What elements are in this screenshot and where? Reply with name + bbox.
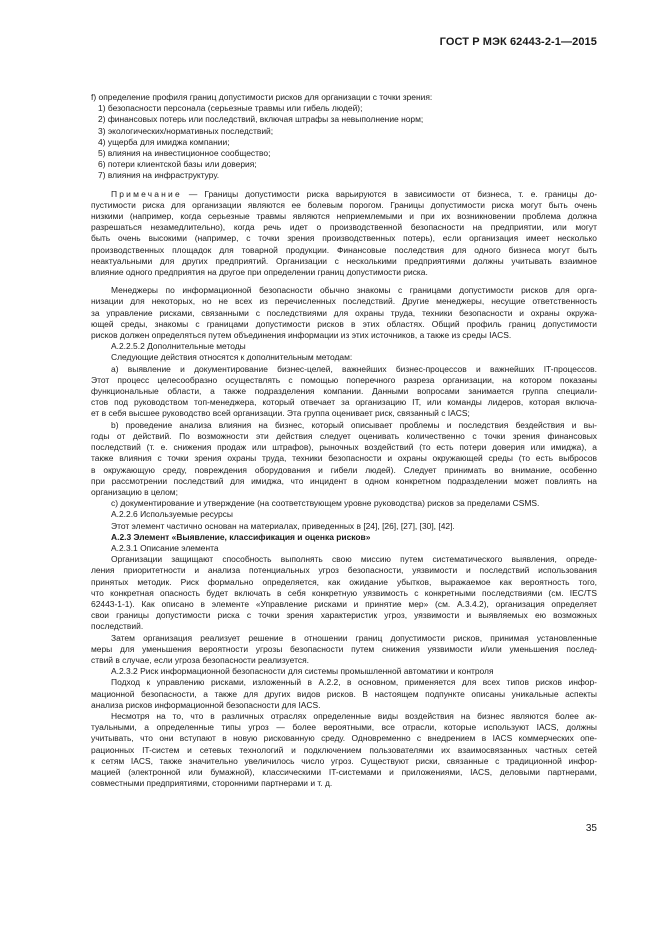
text-line: мационной безопасности, а также для других видов рисков. В настоящем подпункте описаны уникальные аспекты xyxy=(91,688,597,699)
text-line: ления приоритетности и анализа потенциальных угроз безопасности, уязвимости и последствий использования xyxy=(91,565,597,576)
list-item: 7) влияния на инфраструктуру. xyxy=(98,170,220,181)
page-header: ГОСТ Р МЭК 62443-2-1—2015 xyxy=(439,36,597,48)
list-item: 2) финансовых потерь или последствий, включая штрафы за невыполнение норм; xyxy=(98,114,424,125)
text-line: в окружающую среду, повреждения оборудования и гибели людей). Следует принимать во внимание, особенно xyxy=(91,464,597,475)
note-line: пустимости риска для организации являются ее болевым порогом. Границы допустимости риска могут быть очень xyxy=(91,199,597,210)
note-block xyxy=(91,189,597,279)
subsection-heading: A.2.3.1 Описание элемента xyxy=(111,542,219,553)
item-b xyxy=(91,420,597,498)
text-line: меры для уменьшения вероятности угрозы безопасности путем снижения уязвимости и/или уменьшения послед- xyxy=(91,643,597,654)
text-line: мацией (электронной или бумажной), классическими IT-системами и приложениями, IACS, деловыми партнерами, xyxy=(91,766,597,777)
text-line: принятых методик. Риск формально определяется, как ожидание убытков, выражаемое как вероятность того, xyxy=(91,576,597,587)
text-line: к сетям IACS, также значительно увеличилось число угроз. Существуют риски, связанные с традиционной инфор- xyxy=(91,755,597,766)
text-line: годы от действий. По возможности эти действия следует оценивать количественно с точки зрения финансовых xyxy=(91,430,597,441)
text-line: совместными предприятиями, сторонними партнерами и т. д. xyxy=(91,778,333,789)
list-item: 6) потери клиентской базы или доверия; xyxy=(98,159,257,170)
text-line: также влияния с точки зрения охраны труда, техники безопасности и охраны окружающей среды (то есть выбросов xyxy=(91,453,597,464)
text-line: последствий. xyxy=(91,621,144,632)
item-a xyxy=(91,364,597,420)
text-line: туальными, а определенные типы угроз — более вероятными, все отрасли, которые используют IACS, должны xyxy=(91,722,597,733)
page-content xyxy=(91,92,597,789)
text-line: a) выявление и документирование бизнес-целей, важнейших бизнес-процессов и важнейших IT-процессов. xyxy=(111,363,597,374)
text-line: стов под руководством топ-менеджера, который отвечает за организацию IT, или команды лидеров, которая включа- xyxy=(91,397,597,408)
section-heading: A.2.2.5.2 Дополнительные методы xyxy=(111,341,246,352)
note-line: влияние одного предприятия на другое при определении границ допустимости риска. xyxy=(91,267,428,278)
list-intro: f) определение профиля границ допустимости рисков для организации с точки зрения: xyxy=(91,92,433,102)
text-line: 62443-1-1). Как описано в элементе «Управление рисками и принятие мер» (см. A.3.4.2), организация определяет xyxy=(91,598,597,609)
text-line: организацию в целом; xyxy=(91,486,178,497)
list-item: 1) безопасности персонала (серьезные травмы или гибель людей); xyxy=(98,103,363,114)
text-line: рационных IT-систем и сетевых технологий и подключением пользователями их взаимосвязанных частных сетей xyxy=(91,744,597,755)
section-heading-bold: A.2.3 Элемент «Выявление, классификация и оценка рисков» xyxy=(111,531,371,542)
note-line: разрешаться незамедлительно), когда речь идет о производственной безопасности на предприятии, или могут xyxy=(91,222,597,233)
list-item: 5) влияния на инвестиционное сообщество; xyxy=(98,148,271,159)
text-line: b) проведение анализа влияния на бизнес, который описывает проблемы и последствия бездействия и вы- xyxy=(111,419,597,430)
paragraph-a231-2 xyxy=(91,633,597,667)
text-line: Подход к управлению рисками, изложенный в A.2.2, в основном, применяется для всех типов рисков инфор- xyxy=(111,677,597,688)
note-line: низкими (например, когда серьезные травмы являются неприемлемыми и при их возникновении проблема должна xyxy=(91,211,597,222)
paragraph-managers xyxy=(91,285,597,341)
paragraph-a232 xyxy=(91,677,597,711)
text-line: Менеджеры по информационной безопасности обычно знакомы с границами допустимости рисков для орга- xyxy=(111,285,597,296)
text-line: Следующие действия относятся к дополнительным методам: xyxy=(111,352,353,363)
text-line: Затем организация реализует решение в отношении границ допустимости рисков, принимая установленные xyxy=(111,632,597,643)
text-line: Этот элемент частично основан на материалах, приведенных в [24], [26], [27], [30], [42]. xyxy=(111,520,455,531)
subsection-heading: A.2.3.2 Риск информационной безопасности для системы промышленной автоматики и контроля xyxy=(111,666,494,677)
text-line: анализа рисков информационной безопасности для IACS. xyxy=(91,699,321,710)
text-line: Организации защищают способность выполнять свою миссию путем систематического выявления, опреде- xyxy=(111,554,597,565)
note-label: Примечание xyxy=(111,188,182,199)
text-line: ствий в случае, если угроза безопасности реализуется. xyxy=(91,654,309,665)
text-line: низации для некоторых, но не всех из перечисленных последствий. Другие менеджеры, несущие ответственность xyxy=(91,296,597,307)
text-line: рисков должен определяться путем объединения информации из этих источников, а также из среды IACS. xyxy=(91,330,512,341)
text-line: ющей среды, знакомы с границами допустимости рисков в этих областях. Общий профиль границ допустимости xyxy=(91,318,597,329)
text-line: при рассмотрении последствий для имиджа, что инцидент в одном конкретном подразделении может повлиять на xyxy=(91,475,597,486)
text-line: учитывать, что они вступают в новую рискованную среду. Одновременно с внедрением в IACS коммерческих опе- xyxy=(91,733,597,744)
section-heading: A.2.2.6 Используемые ресурсы xyxy=(111,509,233,520)
text-line: ет в себя высшее руководство всей организации. Эта группа оценивает риск, связанный с IACS; xyxy=(91,408,470,419)
text-line: за управление рисками, связанными с последствиями для охраны труда, техники безопасности и охраны окружа- xyxy=(91,307,597,318)
text-line: Этот процесс целесообразно осуществлять с помощью поперечного разреза организации, на котором показаны xyxy=(91,374,597,385)
list-item: 4) ущерба для имиджа компании; xyxy=(98,136,230,147)
text-line: Несмотря на то, что в различных отраслях определенные виды воздействия на бизнес являются более ак- xyxy=(111,710,597,721)
paragraph-a232-2 xyxy=(91,711,597,789)
note-line: производственных площадок для товарной продукции. Финансовые последствия для одного бизнеса могут быть xyxy=(91,244,597,255)
note-line: неактуальными для других предприятий. Организации с несколькими предприятиями должны учитывать взаимное xyxy=(91,255,597,266)
paragraph-a231 xyxy=(91,554,597,632)
note-line: Примечание — Границы допустимости риска варьируются в зависимости от бизнеса, т. е. границы до- xyxy=(111,188,597,199)
page-number: 35 xyxy=(585,823,597,834)
list-item: 3) экологических/нормативных последствий; xyxy=(98,125,274,136)
text-line: что конкретная опасность будет включать в себя конкретную уязвимость с конкретными последствиями (см. IEC/TS xyxy=(91,587,597,598)
note-line: быть очень высокими (например, с точки зрения производственных потерь), если организация имеет несколько xyxy=(91,233,597,244)
text-line: функциональные области, а также подразделения компании. Данными вопросами занимается группа специали- xyxy=(91,386,597,397)
item-c: c) документирование и утверждение (на соответствующем уровне руководства) рисков за пределами CSMS. xyxy=(111,498,540,509)
list-f xyxy=(91,92,597,182)
text-line: свои границы допустимости риска с точки зрения характеристик угроз, уязвимости и выявляемых ею возможных xyxy=(91,610,597,621)
text-line: последствий (т. е. снижения продаж или штрафов), рыночных воздействий (то есть потери доверия или имиджа), а xyxy=(91,442,597,453)
